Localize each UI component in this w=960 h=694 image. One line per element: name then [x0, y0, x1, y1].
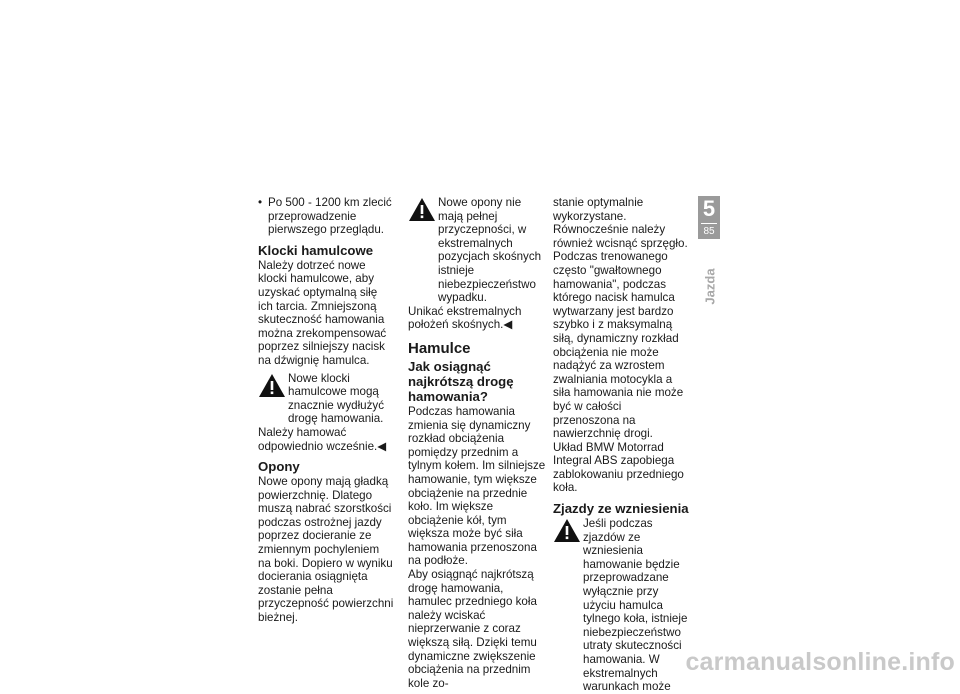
end-of-section-triangle-icon: ◀ — [377, 439, 387, 453]
chapter-number: 5 — [702, 196, 716, 221]
tires-warning-advice-text: Unikać ekstremalnych położeń skośnych. — [408, 304, 522, 332]
brake-pads-heading: Klocki hamulcowe — [258, 242, 374, 258]
abs-text: Układ BMW Motorrad Integral ABS zapobiega zablokowaniu przedniego koła. — [553, 440, 684, 495]
brakes-heading: Hamulce — [408, 339, 471, 357]
downhill-warning-text: Jeśli podczas zjazdów ze wzniesienia hamowanie będzie przeprowadzane wyłącznie przy użyciu hamulca tylnego koła, istnieje niebezpieczeństwo utraty skuteczności hamowania. W ekstremalnych warunkach może — [583, 517, 688, 694]
page-number: 85 — [703, 226, 715, 237]
watermark: carmanualsonline.info — [685, 648, 955, 676]
tires-text: Nowe opony mają gładką powierzchnię. Dlatego muszą nabrać szorstkości podczas ostrożnej jazdy poprzez docieranie ze zmiennym pochyleniem na boki. Dopiero w wyniku docierania osiągnięta zostanie pełna przyczepność powierzchni bieżnej. — [258, 475, 394, 625]
column-1 — [258, 196, 394, 625]
bullet-item: • Po 500 - 1200 km zlecić przeprowadzenie pierwszego przeglądu. — [258, 196, 394, 237]
stopping-text-1: Podczas hamowania zmienia się dynamiczny rozkład obciążenia pomiędzy przednim a tylnym kołem. Im silniejsze hamowanie, tym większe obciążenie na przednie koło. Im większe obciążenie kół, tym większa może być siła hamowania przenoszona na podłoże. — [408, 404, 546, 568]
tab-divider — [701, 223, 717, 224]
column-2 — [408, 196, 546, 690]
brake-pads-warning-text: Nowe klocki hamulcowe mogą znacznie wydłużyć drogę hamowania. — [288, 371, 385, 426]
column-3 — [553, 196, 690, 694]
chapter-side-label — [688, 262, 732, 310]
tires-warning-advice — [408, 305, 546, 332]
brake-pads-warning-advice — [258, 426, 394, 453]
brake-pads-warning-advice-text: Należy hamować odpowiednio wcześnie. — [258, 425, 378, 453]
stopping-distance-heading: Jak osiągnąć najkrótszą drogę hamowania? — [408, 358, 514, 404]
chapter-title: Jazda — [702, 267, 718, 305]
warning-triangle-icon — [554, 519, 580, 542]
downhill-heading: Zjazdy ze wzniesienia — [553, 501, 689, 517]
warning-triangle-icon — [409, 198, 435, 221]
brake-pads-text: Należy dotrzeć nowe klocki hamulcowe, aby uzyskać optymalną siłę ich tarcia. Zmniejszoną skuteczność hamowania można zrekompensować poprzez silniejszy nacisk na dźwignię hamulca. — [258, 258, 387, 367]
warning-triangle-icon — [259, 374, 285, 397]
stopping-text-2: Aby osiągnąć najkrótszą drogę hamowania, hamulec przedniego koła należy wciskać nieprzerwanie z coraz większą siłą. Dzięki temu dynamiczne zwiększenie obciążenia na przednim kole zo- — [408, 568, 537, 690]
tires-warning-text: Nowe opony nie mają pełnej przyczepności, w ekstremalnych pozycjach skośnych istnieje niebezpieczeństwo wypadku. — [438, 196, 542, 305]
continued-text: stanie optymalnie wykorzystane. Równocześnie należy również wcisnąć sprzęgło. Podczas trenowanego często "gwałtownego hamowania", podczas którego nacisk hamulca wytwarzany jest bardzo szybko i z maksymalną siłą, dynamiczny rozkład obciążenia nie może nadążyć za wzrostem zwalniania motocykla a siła hamowania nie może być w całości przenoszona na nawierzchnię drogi. — [553, 196, 688, 441]
tires-warning — [408, 196, 546, 305]
end-of-section-triangle-icon: ◀ — [503, 318, 513, 332]
tires-heading: Opony — [258, 459, 300, 475]
brake-pads-warning — [258, 372, 394, 426]
